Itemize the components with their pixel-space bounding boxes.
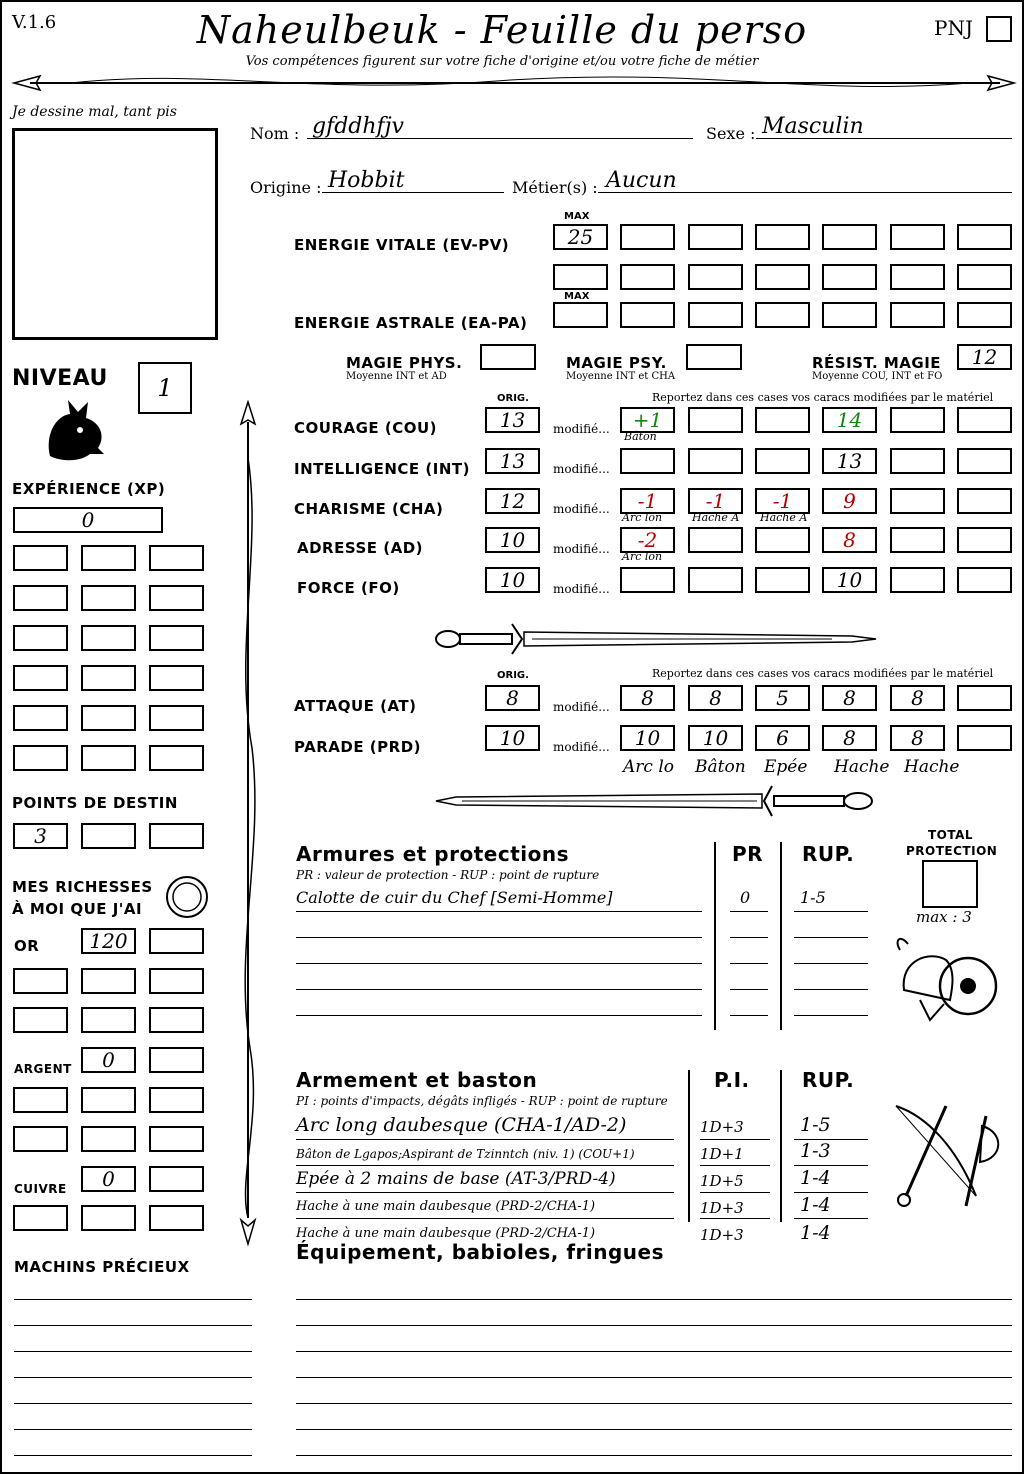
or-box[interactable]: 120 [81, 928, 136, 954]
nom-label: Nom : [250, 124, 300, 143]
ev-box[interactable] [688, 264, 743, 290]
stat-orig-box[interactable]: 13 [485, 407, 540, 433]
stat-mod-box[interactable] [957, 527, 1012, 553]
sexe-label: Sexe : [706, 124, 756, 143]
metier-label: Métier(s) : [512, 178, 598, 197]
argent-box[interactable]: 0 [81, 1047, 136, 1073]
magie-psy-label: MAGIE PSY. [566, 354, 667, 372]
stat-mod-box[interactable] [755, 448, 810, 474]
parade-mod-box[interactable]: 8 [822, 725, 877, 751]
armure-pr-line[interactable] [730, 989, 768, 990]
magie-phys-box[interactable] [480, 344, 536, 370]
xp-tally-box[interactable] [13, 705, 68, 731]
stat-mod-box[interactable]: 8 [822, 527, 877, 553]
stat-mod-box[interactable] [755, 407, 810, 433]
or-label: OR [14, 937, 40, 955]
parade-mod-box[interactable] [957, 725, 1012, 751]
xp-tally-box[interactable] [13, 585, 68, 611]
arme-rup[interactable]: 1-5 [800, 1114, 831, 1136]
coin-icon [164, 874, 210, 920]
report-note: Reportez dans ces cases vos caracs modifiées par le matériel [652, 667, 994, 680]
or-box[interactable] [13, 1007, 68, 1033]
armure-name[interactable]: Calotte de cuir du Chef [Semi-Homme] [296, 888, 613, 907]
ev-box[interactable] [620, 264, 675, 290]
arme-line [296, 1139, 674, 1140]
magie-phys-label: MAGIE PHYS. [346, 354, 463, 372]
stat-mod-note: Hache A [692, 511, 740, 524]
or-box[interactable] [81, 1007, 136, 1033]
stat-mod-box[interactable] [688, 567, 743, 593]
equipement-line[interactable] [296, 1455, 1012, 1456]
xp-tally-box[interactable] [81, 705, 136, 731]
arme-name[interactable]: Arc long daubesque (CHA-1/AD-2) [296, 1114, 627, 1136]
ea-box[interactable] [755, 302, 810, 328]
arme-rup-line [794, 1165, 868, 1166]
stat-mod-box[interactable]: 10 [822, 567, 877, 593]
arme-pi-line [700, 1139, 770, 1140]
stat-mod-box[interactable] [755, 567, 810, 593]
xp-tally-box[interactable] [149, 585, 204, 611]
destin-box[interactable]: 3 [13, 823, 68, 849]
arme-rup[interactable]: 1-4 [800, 1167, 831, 1189]
stat-mod-box[interactable] [620, 448, 675, 474]
sexe-value[interactable]: Masculin [762, 114, 864, 139]
stat-mod-box[interactable]: +1 [620, 407, 675, 433]
stat-orig-box[interactable]: 13 [485, 448, 540, 474]
stat-mod-note: Bâton [624, 430, 657, 443]
modifie-text: modifié... [553, 462, 610, 476]
armure-pr-line[interactable] [730, 937, 768, 938]
ev-max-label: MAX [564, 211, 590, 222]
stat-label: CHARISME (CHA) [294, 500, 444, 518]
vertical-spear-icon [228, 398, 268, 1248]
or-box[interactable] [149, 1007, 204, 1033]
attaque-mod-box[interactable] [957, 685, 1012, 711]
parade-mod-box[interactable]: 8 [890, 725, 945, 751]
stat-mod-box[interactable] [688, 407, 743, 433]
armure-rup-line[interactable] [794, 989, 868, 990]
equipement-line[interactable] [296, 1429, 1012, 1430]
dragon-icon [40, 396, 108, 466]
portrait-caption: Je dessine mal, tant pis [12, 104, 177, 120]
xp-tally-box[interactable] [149, 545, 204, 571]
machins-line[interactable] [14, 1325, 252, 1326]
resist-magie-label: RÉSIST. MAGIE [812, 354, 942, 372]
argent-box[interactable] [149, 1126, 204, 1152]
arme-pi[interactable]: 1D+5 [700, 1172, 744, 1190]
cuivre-box[interactable]: 0 [81, 1166, 136, 1192]
combat-weapon-label: Epée [764, 757, 808, 777]
xp-tally-box[interactable] [149, 625, 204, 651]
orig-label: ORIG. [497, 393, 529, 404]
ev-box[interactable] [822, 264, 877, 290]
modifie-text: modifié... [553, 582, 610, 596]
xp-tally-box[interactable] [149, 665, 204, 691]
ea-box[interactable] [688, 302, 743, 328]
resist-magie-sub: Moyenne COU, INT et FO [812, 371, 943, 382]
origine-line [322, 192, 504, 193]
stat-label: COURAGE (COU) [294, 419, 438, 437]
machins-line[interactable] [14, 1299, 252, 1300]
armure-rup-line[interactable] [794, 1015, 868, 1016]
armement-rup-header: RUP. [802, 1068, 855, 1092]
stat-label: ADRESSE (AD) [297, 539, 424, 557]
armement-col-divider [780, 1070, 782, 1222]
equipement-line[interactable] [296, 1299, 1012, 1300]
attaque-label: ATTAQUE (AT) [294, 697, 417, 715]
ev-box[interactable] [755, 224, 810, 250]
stat-mod-box[interactable]: -1 [755, 488, 810, 514]
equipement-line[interactable] [296, 1403, 1012, 1404]
stat-mod-box[interactable]: 13 [822, 448, 877, 474]
armures-title: Armures et protections [296, 842, 570, 866]
stat-mod-box[interactable]: 14 [822, 407, 877, 433]
armure-rup-line[interactable] [794, 963, 868, 964]
stat-mod-box[interactable] [890, 567, 945, 593]
stat-mod-box[interactable] [688, 527, 743, 553]
or-box[interactable] [149, 928, 204, 954]
arme-line [296, 1165, 674, 1166]
arme-pi[interactable]: 1D+3 [700, 1199, 744, 1217]
modifie-text: modifié... [553, 502, 610, 516]
attaque-orig-box[interactable]: 8 [485, 685, 540, 711]
xp-tally-box[interactable] [13, 545, 68, 571]
machins-line[interactable] [14, 1351, 252, 1352]
cuivre-label: CUIVRE [14, 1182, 67, 1196]
arme-name[interactable]: Epée à 2 mains de base (AT-3/PRD-4) [296, 1169, 616, 1189]
ea-max-label: MAX [564, 291, 590, 302]
stat-orig-box[interactable]: 12 [485, 488, 540, 514]
sexe-line [756, 138, 1012, 139]
arme-pi[interactable]: 1D+1 [700, 1145, 744, 1163]
arme-rup-line [794, 1218, 868, 1219]
arme-rup[interactable]: 1-3 [800, 1140, 831, 1162]
stat-mod-box[interactable] [957, 567, 1012, 593]
arme-pi-line [700, 1218, 770, 1219]
armure-rup-line[interactable] [794, 937, 868, 938]
ev-box[interactable] [822, 224, 877, 250]
pnj-checkbox[interactable] [986, 16, 1012, 42]
argent-box[interactable] [81, 1126, 136, 1152]
armures-col-divider [714, 842, 716, 1030]
or-box[interactable] [149, 968, 204, 994]
cuivre-box[interactable] [149, 1205, 204, 1231]
armure-pr[interactable]: 0 [740, 888, 751, 907]
argent-box[interactable] [13, 1126, 68, 1152]
stat-label: INTELLIGENCE (INT) [294, 460, 470, 478]
arme-pi[interactable]: 1D+3 [700, 1226, 744, 1244]
richesses-label-2: À MOI QUE J'AI [12, 900, 143, 918]
modifie-text: modifié... [553, 700, 610, 714]
attaque-mod-box[interactable]: 8 [822, 685, 877, 711]
xp-tally-box[interactable] [13, 665, 68, 691]
magie-psy-box[interactable] [686, 344, 742, 370]
sword-icon [432, 782, 878, 820]
armure-pr-line[interactable] [730, 1015, 768, 1016]
magie-psy-sub: Moyenne INT et CHA [566, 371, 676, 382]
machins-line[interactable] [14, 1455, 252, 1456]
max-protection-note: max : 3 [916, 908, 972, 926]
parade-mod-box[interactable]: 10 [688, 725, 743, 751]
stat-mod-box[interactable]: -1 [620, 488, 675, 514]
ev-box[interactable] [957, 224, 1012, 250]
sword-icon [432, 620, 878, 658]
xp-tally-box[interactable] [81, 625, 136, 651]
magie-phys-sub: Moyenne INT et AD [346, 371, 447, 382]
combat-weapon-label: Hache [834, 757, 890, 777]
stat-mod-box[interactable] [957, 407, 1012, 433]
cuivre-box[interactable] [81, 1205, 136, 1231]
stat-mod-box[interactable]: -2 [620, 527, 675, 553]
armure-rup-line [794, 911, 868, 912]
armures-rup-header: RUP. [802, 842, 855, 866]
armure-line [296, 911, 702, 912]
equipement-line[interactable] [296, 1325, 1012, 1326]
combat-weapon-label: Bâton [695, 757, 746, 777]
arme-rup-line [794, 1192, 868, 1193]
spear-divider-icon [10, 68, 1018, 98]
nom-value[interactable]: gfddhfjv [312, 114, 404, 139]
richesses-label-1: MES RICHESSES [12, 878, 153, 896]
weapons-icon [886, 1096, 1008, 1216]
xp-tally-box[interactable] [13, 745, 68, 771]
ea-value-box[interactable] [553, 302, 608, 328]
armement-sub: PI : points d'impacts, dégâts infligés - RUP : point de rupture [296, 1094, 668, 1108]
argent-box[interactable] [149, 1087, 204, 1113]
cuivre-box[interactable] [13, 1205, 68, 1231]
attaque-mod-box[interactable]: 5 [755, 685, 810, 711]
armures-pr-header: PR [732, 842, 764, 866]
cuivre-box[interactable] [149, 1166, 204, 1192]
ev-value-box[interactable]: 25 [553, 224, 608, 250]
armures-sub: PR : valeur de protection - RUP : point de rupture [296, 868, 600, 882]
sheet-title: Naheulbeuk - Feuille du perso [196, 8, 808, 52]
metier-line [598, 192, 1012, 193]
machins-line[interactable] [14, 1429, 252, 1430]
argent-label: ARGENT [14, 1062, 72, 1076]
total-protection-box[interactable] [922, 860, 978, 908]
total-protection-label-2: PROTECTION [906, 844, 998, 858]
arme-name[interactable]: Bâton de Lgapos;Aspirant de Tzinntch (niv. 1) (COU+1) [296, 1147, 635, 1161]
ea-box[interactable] [620, 302, 675, 328]
modifie-text: modifié... [553, 422, 610, 436]
armure-pr-line[interactable] [730, 963, 768, 964]
ev-box[interactable] [890, 264, 945, 290]
xp-tally-box[interactable] [81, 585, 136, 611]
stat-mod-box[interactable] [890, 448, 945, 474]
pnj-label: PNJ [934, 16, 973, 40]
xp-tally-box[interactable] [81, 745, 136, 771]
xp-tally-box[interactable] [81, 665, 136, 691]
ev-box[interactable] [688, 224, 743, 250]
arme-line [296, 1192, 674, 1193]
parade-orig-box[interactable]: 10 [485, 725, 540, 751]
argent-box[interactable] [149, 1047, 204, 1073]
arme-pi-line [700, 1165, 770, 1166]
ea-box[interactable] [957, 302, 1012, 328]
metier-value[interactable]: Aucun [606, 168, 677, 193]
stat-mod-note: Arc lon [622, 511, 663, 524]
machins-line[interactable] [14, 1377, 252, 1378]
argent-box[interactable] [81, 1087, 136, 1113]
helmet-shield-icon [890, 930, 1002, 1030]
ea-box[interactable] [890, 302, 945, 328]
attaque-mod-box[interactable]: 8 [688, 685, 743, 711]
modifie-text: modifié... [553, 740, 610, 754]
equipement-line[interactable] [296, 1377, 1012, 1378]
equipement-line[interactable] [296, 1351, 1012, 1352]
origine-label: Origine : [250, 178, 322, 197]
report-note: Reportez dans ces cases vos caracs modifiées par le matériel [652, 391, 994, 404]
attaque-mod-box[interactable]: 8 [620, 685, 675, 711]
arme-name[interactable]: Hache à une main daubesque (PRD-2/CHA-1) [296, 1226, 596, 1241]
stat-mod-box[interactable] [688, 448, 743, 474]
armure-line[interactable] [296, 963, 702, 964]
arme-name[interactable]: Hache à une main daubesque (PRD-2/CHA-1) [296, 1199, 596, 1214]
stat-orig-box[interactable]: 10 [485, 567, 540, 593]
nom-line [307, 138, 693, 139]
stat-orig-box[interactable]: 10 [485, 527, 540, 553]
xp-tally-box[interactable] [149, 745, 204, 771]
parade-mod-box[interactable]: 10 [620, 725, 675, 751]
sheet-subtitle: Vos compétences figurent sur votre fiche d'origine et/ou votre fiche de métier [245, 54, 759, 69]
stat-mod-box[interactable] [890, 488, 945, 514]
stat-mod-note: Arc lon [622, 550, 663, 563]
arme-rup[interactable]: 1-4 [800, 1194, 831, 1216]
arme-pi[interactable]: 1D+3 [700, 1118, 744, 1136]
xp-tally-box[interactable] [149, 705, 204, 731]
xp-label: EXPÉRIENCE (XP) [12, 480, 166, 498]
armure-pr-line [730, 911, 768, 912]
destin-box[interactable] [81, 823, 136, 849]
stat-mod-box[interactable] [620, 567, 675, 593]
armure-line[interactable] [296, 989, 702, 990]
stat-mod-box[interactable] [957, 448, 1012, 474]
destin-box[interactable] [149, 823, 204, 849]
stat-mod-box[interactable]: 9 [822, 488, 877, 514]
armures-col-divider [780, 842, 782, 1030]
portrait-frame[interactable] [12, 128, 218, 340]
xp-box[interactable]: 0 [13, 507, 163, 533]
combat-weapon-label: Hache [904, 757, 960, 777]
ea-box[interactable] [822, 302, 877, 328]
parade-label: PARADE (PRD) [294, 738, 422, 756]
equipement-title: Équipement, babioles, fringues [296, 1240, 665, 1264]
stat-mod-box[interactable] [957, 488, 1012, 514]
orig-label: ORIG. [497, 670, 529, 681]
stat-mod-note: Hache A [760, 511, 808, 524]
xp-tally-box[interactable] [81, 545, 136, 571]
armure-line[interactable] [296, 937, 702, 938]
ev-box[interactable] [620, 224, 675, 250]
destin-label: POINTS DE DESTIN [12, 794, 178, 812]
ev-box[interactable] [957, 264, 1012, 290]
machins-line[interactable] [14, 1403, 252, 1404]
version-label: V.1.6 [12, 12, 57, 33]
niveau-label: NIVEAU [12, 366, 108, 391]
stat-label: FORCE (FO) [297, 579, 400, 597]
arme-rup[interactable]: 1-4 [800, 1222, 831, 1244]
origine-value[interactable]: Hobbit [328, 168, 405, 193]
niveau-box[interactable]: 1 [138, 362, 192, 414]
or-box[interactable] [13, 968, 68, 994]
armement-pi-header: P.I. [714, 1068, 750, 1092]
armement-col-divider [688, 1070, 690, 1222]
arme-line [296, 1218, 674, 1219]
stat-mod-box[interactable] [755, 527, 810, 553]
ev-box[interactable] [553, 264, 608, 290]
attaque-mod-box[interactable]: 8 [890, 685, 945, 711]
stat-mod-box[interactable] [890, 407, 945, 433]
resist-magie-box[interactable]: 12 [957, 344, 1012, 370]
ev-box[interactable] [890, 224, 945, 250]
armure-line[interactable] [296, 1015, 702, 1016]
machins-label: MACHINS PRÉCIEUX [14, 1258, 190, 1276]
combat-weapon-label: Arc lo [623, 757, 674, 777]
or-box[interactable] [81, 968, 136, 994]
stat-mod-box[interactable]: -1 [688, 488, 743, 514]
armement-title: Armement et baston [296, 1068, 538, 1092]
parade-mod-box[interactable]: 6 [755, 725, 810, 751]
ea-label: ENERGIE ASTRALE (EA-PA) [294, 314, 528, 332]
stat-mod-box[interactable] [890, 527, 945, 553]
total-protection-label-1: TOTAL [928, 828, 974, 842]
argent-box[interactable] [13, 1087, 68, 1113]
xp-tally-box[interactable] [13, 625, 68, 651]
armure-rup[interactable]: 1-5 [800, 888, 826, 907]
arme-pi-line [700, 1192, 770, 1193]
modifie-text: modifié... [553, 542, 610, 556]
ev-box[interactable] [755, 264, 810, 290]
ev-label: ENERGIE VITALE (EV-PV) [294, 236, 510, 254]
